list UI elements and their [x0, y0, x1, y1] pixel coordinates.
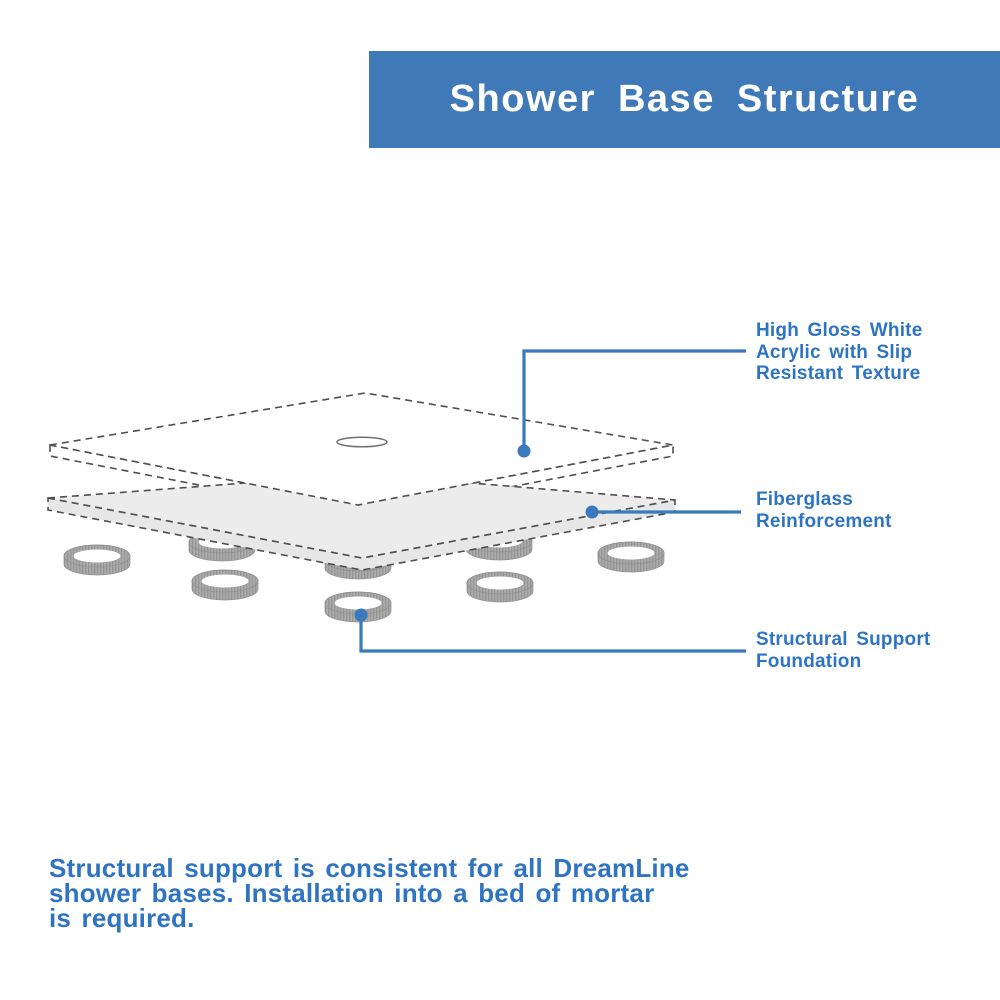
leader-line-foundation [361, 615, 746, 651]
label-line: High Gloss White [756, 320, 923, 341]
support-ring [467, 572, 533, 602]
footer-note [49, 853, 690, 933]
label-line: Foundation [756, 650, 862, 672]
drain-ellipse [337, 437, 387, 447]
label-line: Resistant Texture [756, 363, 921, 384]
label-line: Acrylic with Slip [756, 341, 913, 363]
acrylic-layer-top [50, 393, 673, 505]
label-line: Fiberglass [756, 489, 854, 510]
page-title: Shower Base Structure [449, 78, 920, 120]
leader-dot-fiberglass [586, 506, 599, 519]
footer-line: is required. [49, 903, 195, 933]
footer-line: shower bases. Installation into a bed of mortar [49, 878, 655, 908]
support-ring [64, 545, 130, 575]
leader-dot-acrylic [518, 445, 531, 458]
support-ring [598, 542, 664, 572]
label-line: Reinforcement [756, 510, 892, 532]
label-foundation-layer [756, 629, 930, 672]
label-acrylic-layer [756, 320, 922, 385]
label-line: Structural Support [756, 629, 931, 650]
leader-dot-foundation [355, 609, 368, 622]
footer-line: Structural support is consistent for all DreamLine [49, 853, 690, 883]
label-fiberglass-layer [756, 489, 892, 532]
support-ring [192, 570, 258, 600]
